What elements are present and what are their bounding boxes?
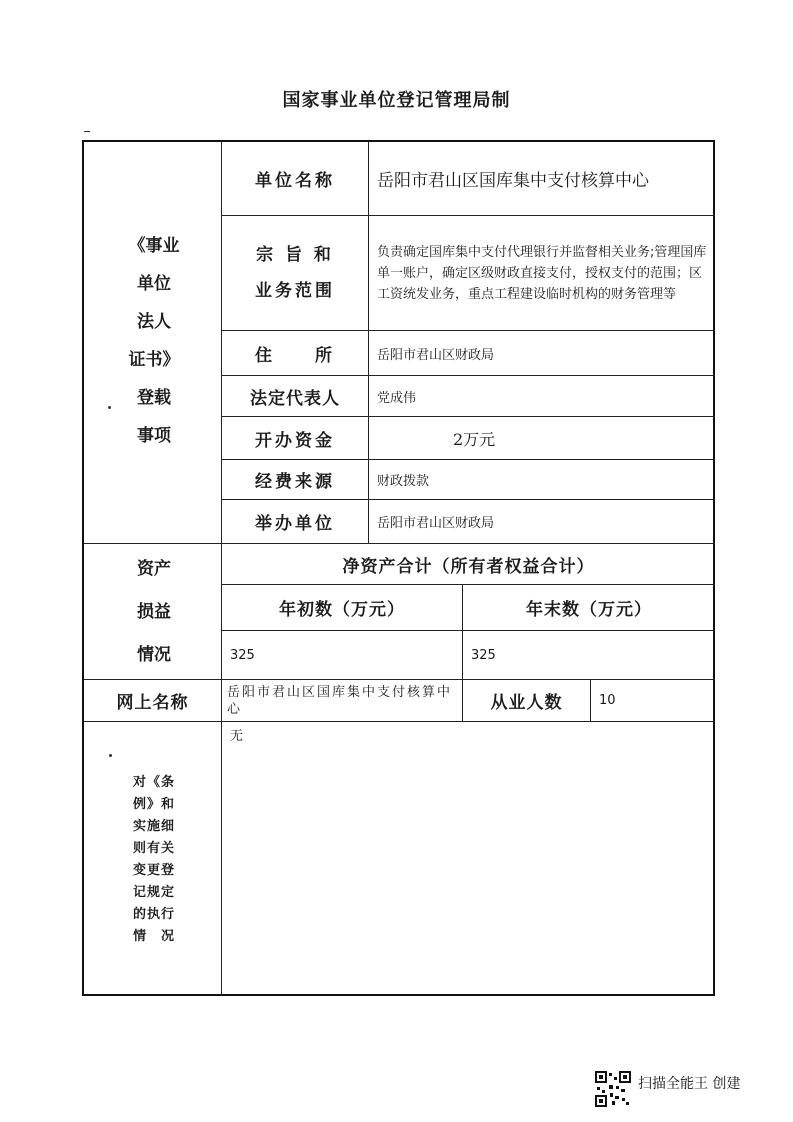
regulation-value: 无 xyxy=(230,729,244,744)
purpose-label: 宗 旨 和 业务范围 xyxy=(255,245,335,301)
regulation-label-line: 变更登 xyxy=(132,863,175,878)
regulation-label-line: 对《条 xyxy=(132,775,175,790)
assets-begin-value: 325 xyxy=(230,647,255,663)
assets-label-line: 资产 xyxy=(137,559,171,579)
dot-mark xyxy=(108,406,111,409)
legal-rep-label: 法定代表人 xyxy=(250,388,340,409)
document-header: 国家事业单位登记管理局制 xyxy=(282,90,511,111)
name-value: 岳阳市君山区国库集中支付核算中心 xyxy=(377,171,649,191)
regulation-label-line: 实施细 xyxy=(132,819,175,834)
scanner-watermark: 扫描全能王 创建 xyxy=(638,1076,741,1092)
regulation-label-line: 例》和 xyxy=(132,797,175,812)
funding-value: 财政拨款 xyxy=(377,474,430,489)
qr-code-icon xyxy=(595,1071,631,1107)
margin-mark xyxy=(84,131,90,132)
assets-title: 净资产合计（所有者权益合计） xyxy=(342,556,595,577)
section-label xyxy=(104,227,204,455)
dot-mark xyxy=(109,754,112,757)
assets-begin-label: 年初数（万元） xyxy=(279,600,405,620)
capital-label: 开办资金 xyxy=(255,430,335,451)
assets-label-line: 情况 xyxy=(137,645,171,665)
regulation-label-line: 情 况 xyxy=(132,929,175,944)
assets-end-value: 325 xyxy=(471,647,496,663)
section-label-line: 登载 xyxy=(137,388,171,408)
purpose-value: 负责确定国库集中支付代理银行并监督相关业务;管理国库单一账户，确定区级财政直接支付，授权支付的范围；区工资统发业务，重点工程建设临时机构的财务管理等 xyxy=(377,244,707,302)
address-label: 住 所 xyxy=(255,345,335,366)
section-label-line: 法人 xyxy=(137,312,171,332)
staff-value: 10 xyxy=(599,693,616,708)
regulation-label-line: 记规定 xyxy=(132,885,175,900)
assets-label-line: 损益 xyxy=(137,602,171,622)
address-value: 岳阳市君山区财政局 xyxy=(377,347,495,363)
regulation-label-line: 则有关 xyxy=(132,841,175,856)
assets-label xyxy=(104,548,204,677)
staff-label: 从业人数 xyxy=(490,693,563,713)
assets-end-label: 年末数（万元） xyxy=(526,600,652,620)
registration-table xyxy=(82,140,715,996)
capital-value: 2万元 xyxy=(453,429,496,449)
section-label-line: 事项 xyxy=(137,426,171,446)
funding-label: 经费来源 xyxy=(255,472,335,492)
legal-rep-value: 党成伟 xyxy=(377,390,417,406)
sponsor-label: 举办单位 xyxy=(255,514,335,534)
section-label-line: 单位 xyxy=(137,274,171,294)
online-name-value: 岳阳市君山区国库集中支付核算中心 xyxy=(227,684,453,717)
regulation-label-line: 的执行 xyxy=(132,907,175,922)
section-label-line: 《事业 xyxy=(128,236,180,256)
section-label-line: 证书》 xyxy=(128,350,180,370)
sponsor-value: 岳阳市君山区财政局 xyxy=(377,516,495,531)
name-label: 单位名称 xyxy=(255,171,335,191)
online-name-label: 网上名称 xyxy=(116,693,189,713)
section-divider xyxy=(84,721,715,722)
regulation-label xyxy=(104,772,204,948)
